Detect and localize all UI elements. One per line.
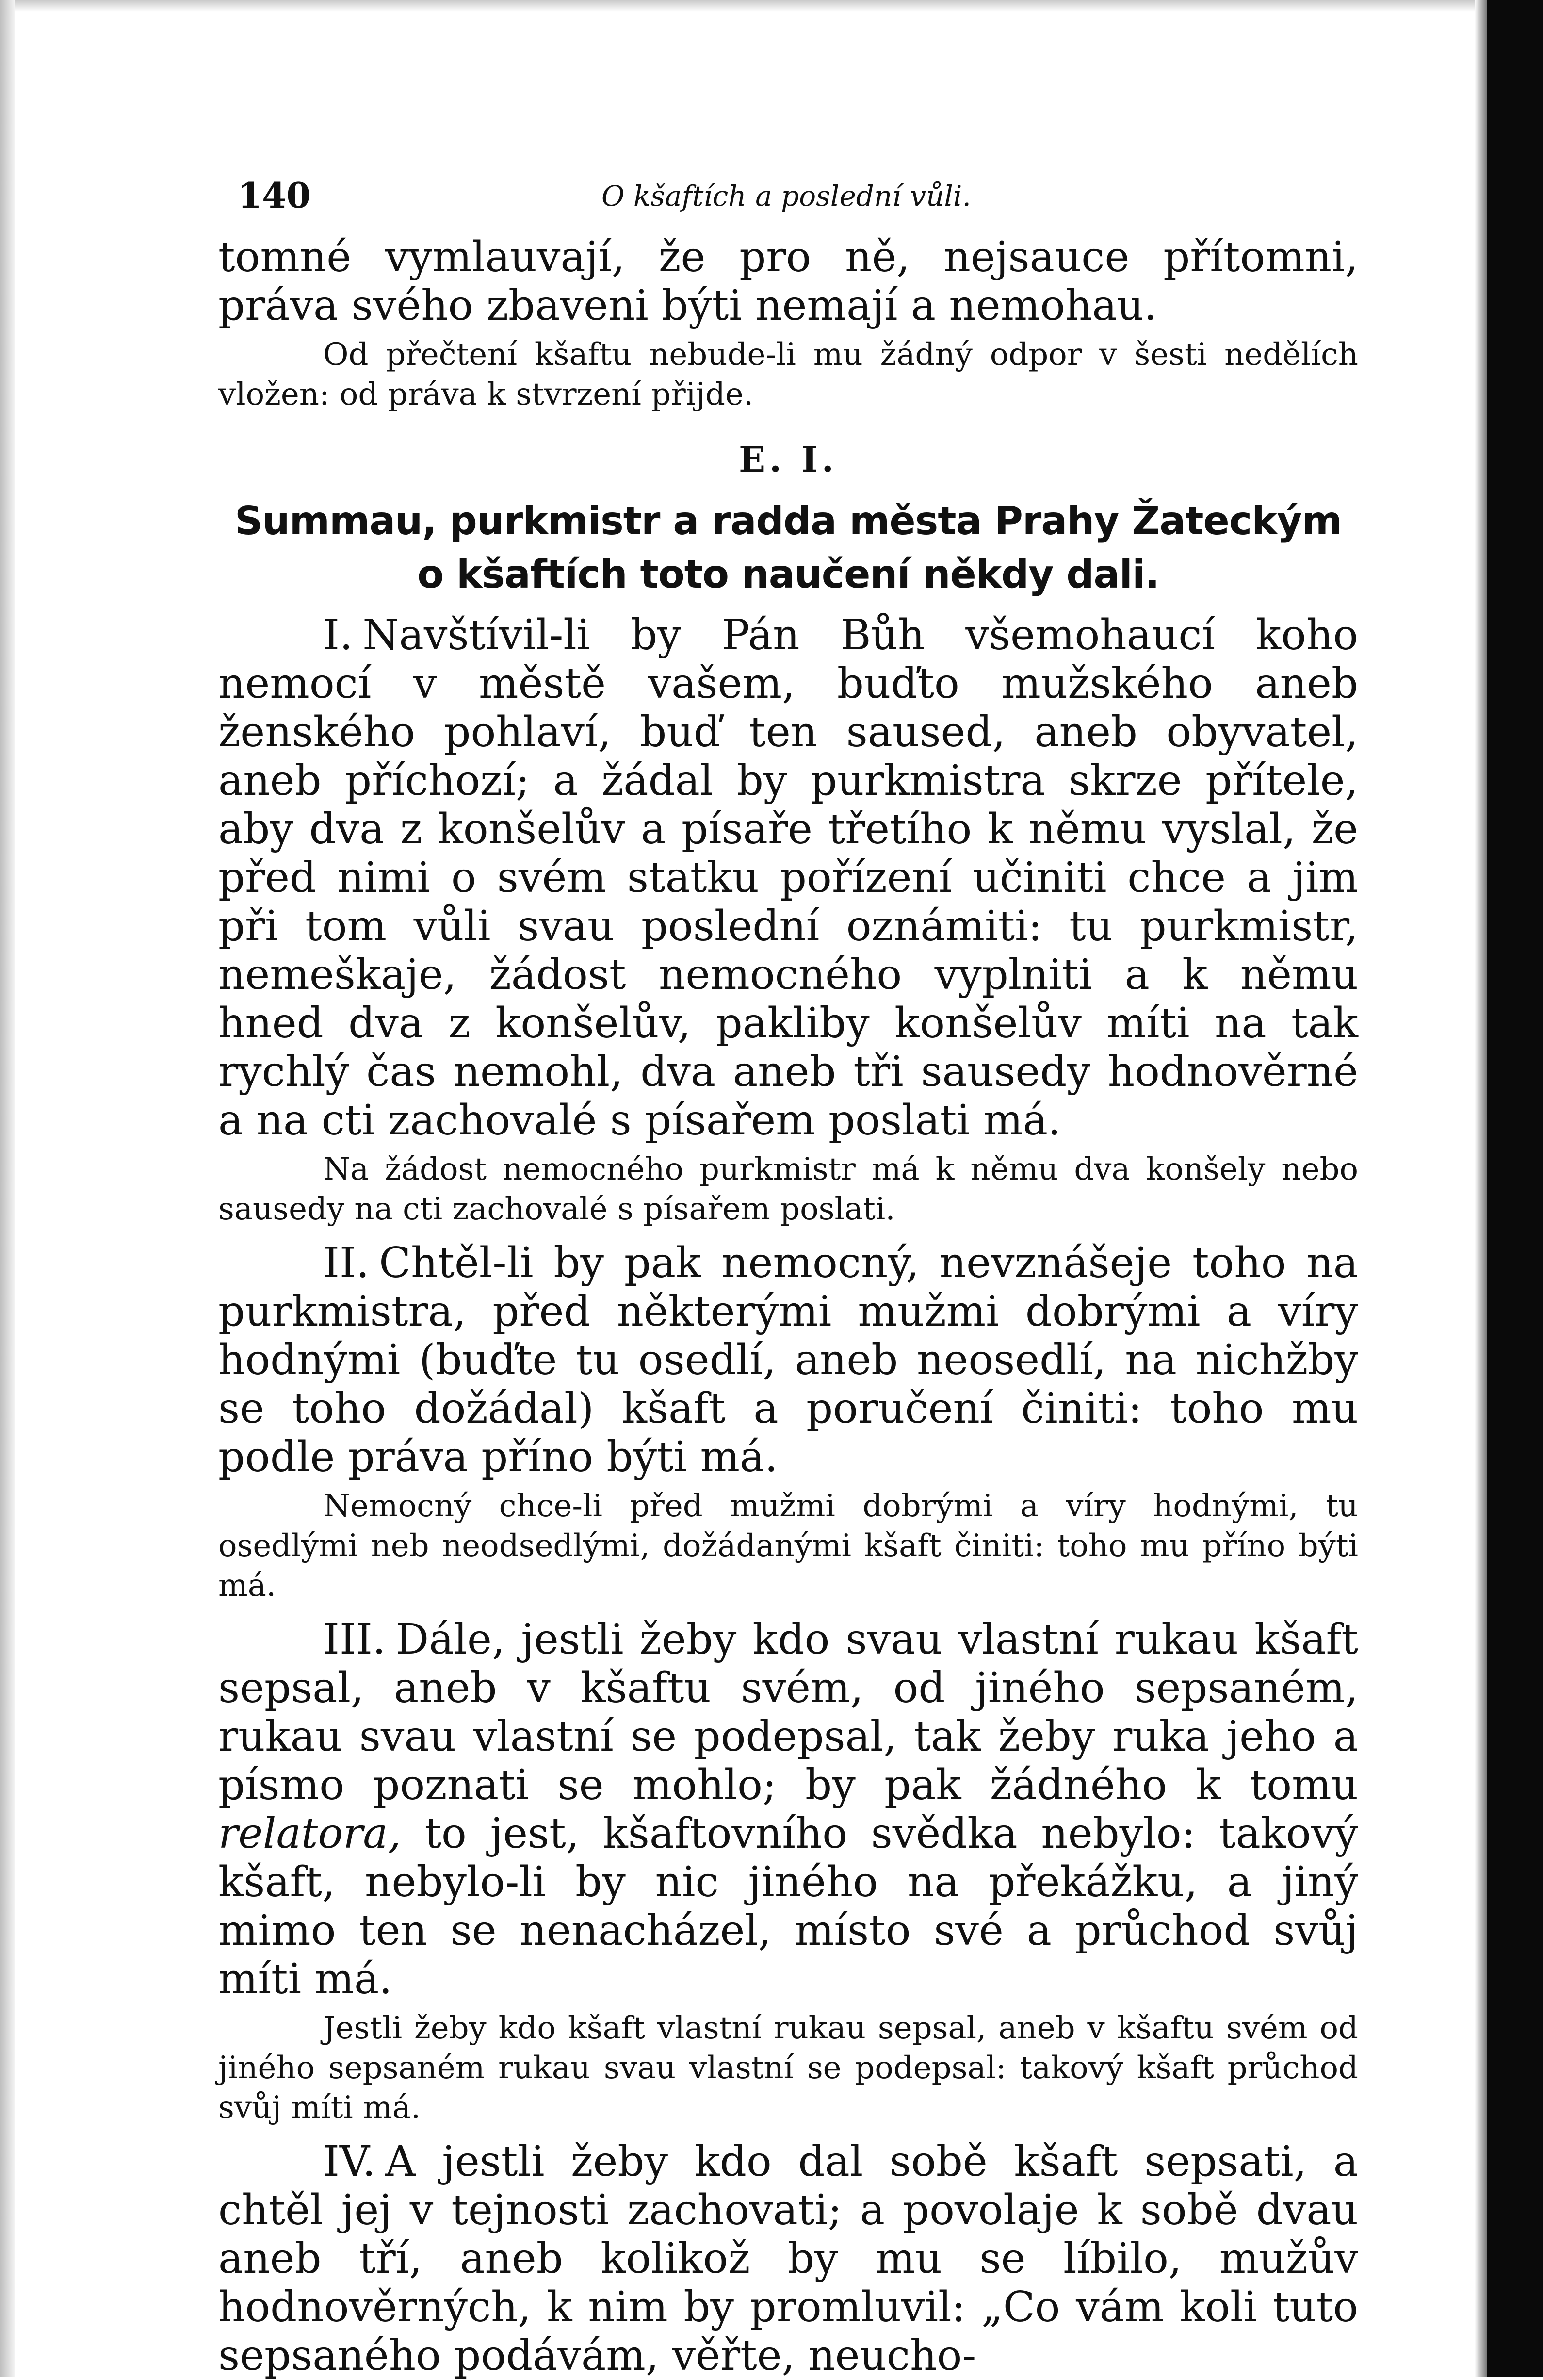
running-title: O kšaftích a poslední vůli. xyxy=(601,180,971,213)
item-2-summary: Nemocný chce-li před mužmi dobrými a víry hodnými, tu osedlými neb neodsedlými, dožádanými kšaft činiti: toho mu příno býti má. xyxy=(218,1488,1358,1604)
item-1-summary: Na žádost nemocného purkmistr má k němu dva konšely nebo sausedy na cti zachovalé s písařem poslati. xyxy=(218,1151,1358,1227)
opening-paragraph: tomné vymlauvají, že pro ně, nejsauce přítomni, práva svého zbaveni býti nemají a nemohau. xyxy=(218,233,1358,330)
item-4-paragraph xyxy=(218,2137,1358,2380)
item-1-paragraph xyxy=(218,611,1358,1145)
opening-summary: Od přečtení kšaftu nebude-li mu žádný odpor v šesti nedělích vložen: od práva k stvrzení přijde. xyxy=(218,337,1358,412)
scan-edge-top xyxy=(0,0,1543,12)
scan-edge-gutter xyxy=(1475,0,1487,2377)
section-heading: Summau, purkmistr a radda města Prahy Žateckým o kšaftích toto naučení někdy dali. xyxy=(235,498,1342,597)
item-2-number: II. xyxy=(323,1239,370,1287)
scan-edge-left xyxy=(0,0,15,2377)
item-2-text: Chtěl-li by pak nemocný, nevznášeje toho na purkmistra, před některými mužmi dobrými a víry hodnými (buďte tu osedlí, aneb neosedlí, na nichžby se toho dožádal) kšaft a poručení činiti: toho mu podle práva příno býti má. xyxy=(218,1239,1358,1481)
item-3-summary: Jestli žeby kdo kšaft vlastní rukau sepsal, aneb v kšaftu svém od jiného sepsaném rukau svau vlastní se podepsal: takový kšaft průchod svůj míti má. xyxy=(218,2010,1358,2126)
running-head xyxy=(218,160,1358,233)
item-3-number: III. xyxy=(323,1615,386,1664)
item-3-paragraph xyxy=(218,1615,1358,2003)
item-1-text: Navštívil-li by Pán Bůh všemohaucí koho nemocí v městě vašem, buďto mužského aneb ženského pohlaví, buď ten saused, aneb obyvatel, aneb příchozí; a žádal by purkmistra skrze přítele, aby dva z konšelův a písaře třetího k němu vyslal, že před nimi o svém statku pořízení učiniti chce a jim při tom vůli svau poslední oznámiti: tu purkmistr, nemeškaje, žádost nemocného vyplniti a k němu hned dva z konšelův, pakliby konšelův míti na tak rychlý čas nemohl, dva aneb tři sausedy hodnověrné a na cti zachovalé s písařem poslati má. xyxy=(218,611,1358,1145)
page-number: 140 xyxy=(238,175,311,216)
section-mark: E. I. xyxy=(739,439,838,480)
item-1-number: I. xyxy=(323,611,353,659)
item-3-italic-term: relatora, xyxy=(218,1809,401,1858)
book-page xyxy=(218,160,1358,2380)
item-3-text-before: Dále, jestli žeby kdo svau vlastní rukau kšaft sepsal, aneb v kšaftu svém, od jiného sepsaném, rukau svau vlastní se podepsal, tak žeby ruka jeho a písmo poznati se mohlo; by pak žádného k tomu xyxy=(218,1615,1358,1809)
scan-edge-right xyxy=(1487,0,1543,2377)
item-4-text: A jestli žeby kdo dal sobě kšaft sepsati, a chtěl jej v tejnosti zachovati; a povolaje k sobě dvau aneb tří, aneb kolikož by mu se líbilo, mužův hodnověrných, k nim by promluvil: „Co vám koli tuto sepsaného podávám, věřte, neucho- xyxy=(218,2137,1358,2380)
item-3-text-after: to jest, kšaftovního svědka nebylo: takový kšaft, nebylo-li by nic jiného na překážku, a jiný mimo ten se nenacházel, místo své a průchod svůj míti má. xyxy=(218,1809,1358,2003)
item-4-number: IV. xyxy=(323,2137,376,2186)
item-2-paragraph xyxy=(218,1239,1358,1481)
